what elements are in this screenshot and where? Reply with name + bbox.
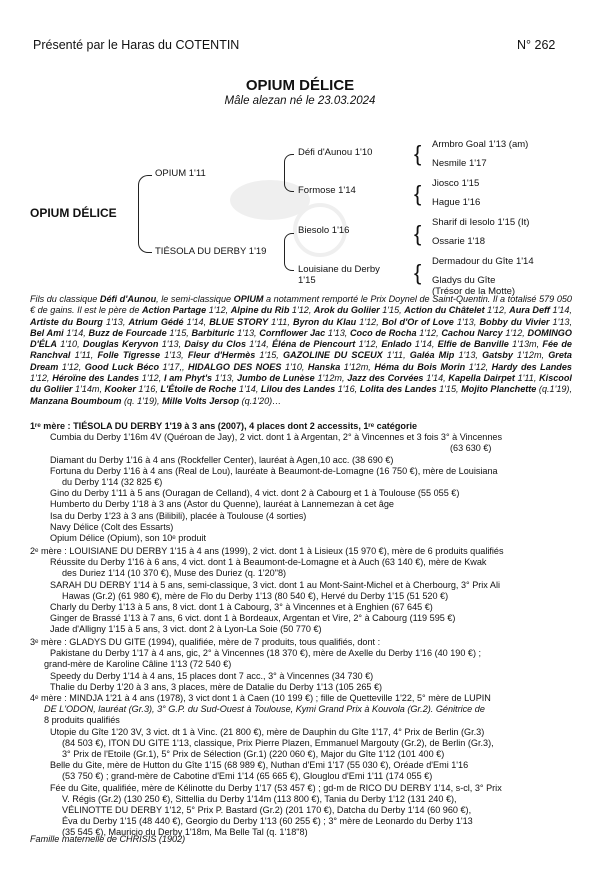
pedigree-main: OPIUM DÉLICE: [30, 206, 117, 220]
produce-line: Diamant du Derby 1'16 à 4 ans (Rockfeller Center), lauréat à Agen,10 acc. (38 690 €): [50, 454, 394, 465]
offspring-name: Buzz de Fourcade: [88, 327, 167, 338]
intro-text: 1'14,: [183, 316, 210, 327]
intro-text: 1'10,: [56, 339, 83, 350]
offspring-name: Héroïne des Landes: [52, 373, 140, 384]
offspring-name: BLUE STORY: [209, 316, 269, 327]
pedigree-dam-sire: Biesolo 1'16: [298, 225, 350, 236]
intro-text: 1'14,: [63, 327, 89, 338]
intro-text: 1'14,: [549, 305, 572, 316]
second-dam-heading: 2ᵉ mère : LOUISIANE DU DERBY 1'15 à 4 ans (1999), 2 vict. dont 1 à Lisieux (15 970 €), mère de 6 produits qualifiés: [30, 546, 504, 556]
offspring-name: I am Phyt's: [163, 373, 213, 384]
produce-line: Fortuna du Derby 1'16 à 4 ans (Real de Lou), lauréate à Beaumont-de-Lomagne (16 750 €), mère de Louisiana: [50, 465, 498, 476]
third-dam-section: [30, 637, 572, 693]
intro-text: 1'12m,: [512, 350, 549, 361]
intro-text: 1'15,: [166, 327, 192, 338]
intro-text: 1'11,: [70, 350, 98, 361]
offspring-name: Greta Dream: [30, 350, 572, 372]
offspring-name: Kooker: [104, 384, 136, 395]
intro-text: 1'12,: [502, 327, 528, 338]
brace-glyph-4: {: [414, 260, 422, 285]
intro-text: 1'14,: [236, 384, 261, 395]
fourth-dam-heading-cont: DE L'ODON, lauréat (Gr.3), 3° G.P. du Sud-Ouest à Toulouse, Kymi Grand Prix à Kouvola (Gr.2). Génitrice de: [44, 704, 485, 715]
intro-text: 1'13,: [158, 339, 185, 350]
intro-text: 1'13,: [212, 373, 237, 384]
pedigree-brace-main: [138, 175, 152, 253]
intro-text: 1'14m,: [72, 384, 105, 395]
offspring-name: Arok du Goliier: [313, 305, 380, 316]
offspring-name: Gatsby: [482, 350, 513, 361]
intro-text: 1'15,: [379, 305, 405, 316]
intro-text: 1'12,: [30, 373, 53, 384]
presenter-header: Présenté par le Haras du COTENTIN: [33, 38, 240, 52]
offspring-name: Enlado: [381, 339, 412, 350]
offspring-name: Lilou des Landes: [260, 384, 336, 395]
intro-text: 1'12,: [465, 361, 492, 372]
fourth-dam-section: [30, 693, 572, 839]
brace-glyph-1: {: [414, 141, 422, 166]
offspring-name: Action du Châtelet: [404, 305, 485, 316]
intro-text: 1'13m,: [508, 339, 543, 350]
offspring-name: DOMINGO D'ÉLA: [30, 327, 572, 350]
intro-text: 1'14,: [246, 339, 272, 350]
intro-text: 1'12,: [58, 361, 85, 372]
offspring-name: Barbituric: [191, 327, 235, 338]
intro-text: 1'13,: [234, 327, 260, 338]
offspring-name: Aura Deff: [509, 305, 550, 316]
produce-line: Fée du Gite, qualifiée, mère de Kélinotte du Derby 1'17 (53 457 €) ; gd-m de RICO DU DERBY 1'14, s-cl, 3° Prix: [50, 782, 502, 793]
offspring-name: Manzana Boumboum: [30, 395, 122, 406]
produce-line-cont: des Duriez 1'14 (10 370 €), Muse des Duriez (q. 1'20"8): [62, 568, 287, 579]
offspring-name: Héma du Bois Morin: [374, 361, 466, 372]
pedigree-dam-dam-1: Louisiane du Derby: [298, 264, 380, 275]
offspring-name: Bel Ami: [30, 327, 64, 338]
second-dam-section: [30, 546, 572, 636]
offspring-name: Action Partage: [141, 305, 207, 316]
sire-description: [30, 294, 572, 407]
maternal-family: Famille maternelle de CHRISIS (1902): [30, 834, 186, 844]
intro-text: 1'12,: [484, 305, 510, 316]
produce-line: Thalie du Derby 1'20 à 3 ans, 3 places, mère de Datalie du Derby 1'13 (105 265 €): [50, 681, 383, 692]
pedigree-dam: TIÉSOLA DU DERBY 1'19: [155, 246, 267, 257]
intro-text: 1'15,: [255, 350, 283, 361]
offspring-name: Alpine du Rib: [230, 305, 290, 316]
offspring-name: Éléna de Piencourt: [271, 339, 356, 350]
offspring-name: OPIUM: [233, 294, 264, 304]
produce-line: Réussite du Derby 1'16 à 6 ans, 4 vict. dont 1 à Beaumont-de-Lomagne et à Auch (63 140 €), mère de Kwak: [50, 557, 487, 568]
produce-line: Pakistane du Derby 1'17 à 4 ans, gic, 2° à Vincennes (18 370 €), mère de Axelle du Derby 1'16 (40 190 €) ;: [50, 648, 482, 659]
offspring-name: Coco de Rocha: [349, 327, 417, 338]
produce-line-cont: (35 545 €), Mauricio du Derby 1'18m, Ma Belle Tal (q. 1'18"8): [62, 827, 308, 838]
produce-line: grand-mère de Karoline Câline 1'13 (72 540 €): [44, 659, 232, 670]
produce-line: Utopie du Gîte 1'20 3V, 3 vict. dt 1 à Vinc. (21 800 €), mère de Dauphin du Gîte 1'17, 4° Prix de Berlin (Gr.3): [50, 726, 485, 737]
offspring-name: Lolita des Landes: [359, 384, 437, 395]
intro-text: 1'12m,: [340, 361, 375, 372]
offspring-name: Folle Tigresse: [97, 350, 161, 361]
intro-text: 1'14,: [411, 339, 438, 350]
intro-text: 1'13,: [549, 316, 572, 327]
offspring-name: Fleur d'Hermès: [187, 350, 256, 361]
intro-text: 1'11,: [268, 316, 293, 327]
offspring-name: Daisy du Clos: [184, 339, 247, 350]
brace-glyph-3: {: [414, 221, 422, 246]
first-dam-section: [30, 421, 572, 544]
pedigree-sire-dam: Formose 1'14: [298, 185, 356, 196]
offspring-name: Fée de Ranchval: [30, 339, 572, 361]
intro-text: Fils du classique: [30, 294, 100, 304]
offspring-name: Jazz des Corvées: [347, 373, 424, 384]
intro-text: 1'11,: [514, 373, 540, 384]
offspring-name: Mille Volts Jersop: [162, 395, 240, 406]
pedigree-dds: Dermadour du Gîte 1'14: [432, 256, 534, 267]
offspring-name: Défi d'Aunou: [99, 294, 157, 304]
offspring-name: Atrium Gédé: [128, 316, 184, 327]
produce-line: Navy Délice (Colt des Essarts): [50, 521, 174, 532]
pedigree-sdd: Hague 1'16: [432, 197, 481, 208]
fourth-dam-heading-cont: 8 produits qualifiés: [44, 715, 120, 726]
offspring-name: Artiste du Bourg: [30, 316, 103, 327]
pedigree-sire-sire: Défi d'Aunou 1'10: [298, 147, 373, 158]
pedigree-dam-dam-2: 1'15: [298, 275, 316, 286]
produce-line: Jade d'Alligny 1'15 à 5 ans, 3 vict. dont 2 à Lyon-La Soie (50 770 €): [50, 624, 322, 635]
pedigree-sire: OPIUM 1'11: [155, 168, 206, 179]
offspring-name: Bobby du Vivier: [479, 316, 550, 327]
produce-line: Charly du Derby 1'13 à 5 ans, 8 vict. dont 1 à Cabourg, 3° à Vincennes et à Enghien (67 645 €): [50, 602, 433, 613]
produce-line: Isa du Derby 1'23 à 3 ans (Bilibili), placée à Toulouse (4 sorties): [50, 510, 307, 521]
offspring-name: GAZOLINE DU SCEUX: [282, 350, 383, 361]
intro-text: 1'13,: [325, 327, 350, 338]
intro-text: 1'12,: [289, 305, 314, 316]
produce-line-cont: 3° Prix de l'Etoile (Gr.1), 5° Prix de Sélection (Gr.1) (220 060 €), Major du Gîte 1'12 (101 400 €): [62, 749, 445, 760]
produce-line: Humberto du Derby 1'18 à 3 ans (Astor du Quenne), lauréat à Lannemezan à cet âge: [50, 499, 394, 510]
produce-line-cont: V. Régis (Gr.2) (130 250 €), Sittellia du Derby 1'14m (113 800 €), Tania du Derby 1'12 (131 240 €),: [62, 793, 457, 804]
intro-text: (q. 1'19),: [121, 395, 163, 406]
intro-text: 1'17,,: [159, 361, 189, 372]
pedigree-sss: Armbro Goal 1'13 (am): [432, 139, 529, 150]
produce-line: SARAH DU DERBY 1'14 à 5 ans, semi-classique, 3 vict. dont 1 au Mont-Saint-Michel et à Cherbourg, 3° Prix Ali: [50, 579, 500, 590]
offspring-name: Jumbo de Lunèse: [236, 373, 315, 384]
offspring-name: Cornflower Jac: [259, 327, 326, 338]
produce-line: Gino du Derby 1'11 à 5 ans (Ouragan de Celland), 4 vict. dont 2 à Cabourg et 1 à Toulouse (55 055 €): [50, 488, 460, 499]
produce-line-cont: Éva du Derby 1'15 (48 440 €), Georgio du Derby 1'13 (60 255 €) ; 3° mère de Leonardo du Derby 1'13: [62, 816, 473, 827]
pedigree-brace-sire: [284, 154, 294, 192]
offspring-name: Bol d'Or of Love: [381, 316, 454, 327]
offspring-name: Elfie de Banville: [437, 339, 509, 350]
produce-line: Cumbia du Derby 1'16m 4V (Quéroan de Jay), 2 vict. dont 1 à Argentan, 2° à Vincennes et 3 fois 3° à Vincennes: [50, 432, 503, 443]
intro-text: 1'13,: [454, 350, 483, 361]
offspring-name: Kapella Dairpet: [448, 373, 515, 384]
produce-line: Speedy du Derby 1'14 à 4 ans, 15 places dont 7 acc., 3° à Vincennes (34 730 €): [50, 670, 374, 681]
produce-line-cont: VÉLINOTTE DU DERBY 1'12, 5° Prix P. Bastard (Gr.2) (201 170 €), Datcha du Derby 1'14 (60 960 €),: [62, 805, 472, 816]
third-dam-heading: 3ᵉ mère : GLADYS DU GITE (1994), qualifiée, mère de 7 produits, tous qualifiés, dont :: [30, 637, 381, 647]
intro-text: 1'13,: [102, 316, 129, 327]
intro-text: 1'12,: [416, 327, 442, 338]
pedigree-sds: Jiosco 1'15: [432, 178, 480, 189]
horse-subtitle: Mâle alezan né le 23.03.2024: [224, 95, 376, 107]
intro-text: 1'13,: [160, 350, 188, 361]
produce-line-cont: (63 630 €): [450, 443, 492, 454]
offspring-name: Byron du Klau: [292, 316, 357, 327]
brace-glyph-2: {: [414, 181, 422, 206]
intro-text: 1'12,: [355, 339, 382, 350]
pedigree-ddd-1: Gladys du Gîte: [432, 275, 496, 286]
intro-text: , le semi-classique: [156, 294, 234, 304]
offspring-name: Galéa Mip: [409, 350, 455, 361]
pedigree-ddd-2: (Trésor de la Motte): [432, 286, 516, 297]
offspring-name: Kiscool du Goliier: [30, 373, 572, 395]
produce-line: Belle du Gite, mère de Hutton du Gîte 1'15 (68 989 €), Nuthan d'Emi 1'17 (55 030 €), Oréade d'Emi 1'16: [50, 760, 469, 771]
intro-text: 1'16,: [335, 384, 360, 395]
fourth-dam-heading: 4ᵉ mère : MINDJA 1'21 à 4 ans (1978), 3 vict dont 1 à Caen (10 199 €) ; fille de Quetteville 1'22, 5° mère de LUPIN: [30, 693, 491, 703]
pedigree-brace-dam: [284, 233, 294, 271]
offspring-name: Good Luck Béco: [84, 361, 160, 372]
intro-text: 1'12,: [206, 305, 231, 316]
intro-text: 1'12m,: [314, 373, 348, 384]
pedigree-ssd: Nesmile 1'17: [432, 158, 487, 169]
offspring-name: Cachou Narcy: [441, 327, 503, 338]
intro-text: 1'11,: [382, 350, 410, 361]
offspring-name: Hardy des Landes: [491, 361, 572, 372]
produce-line-cont: (84 503 €), ITON DU GITE 1'13, classique, Prix Pierre Plazen, Emmanuel Margouty (Gr.2), de Berlin (Gr.3),: [62, 737, 494, 748]
intro-text: 1'14,: [423, 373, 449, 384]
produce-line-cont: du Derby 1'14 (32 825 €): [62, 477, 163, 488]
intro-text: 1'13,: [453, 316, 480, 327]
intro-text: 1'12,: [139, 373, 164, 384]
offspring-name: Mojito Planchette: [461, 384, 537, 395]
produce-line: Ginger de Brassé 1'13 à 7 ans, 6 vict. dont 1 à Bordeaux, Argentan et Vire, 2° à Cabourg (119 595 €): [50, 613, 456, 624]
lot-number: N° 262: [517, 38, 556, 52]
intro-text: (q.1'19),: [536, 384, 572, 395]
intro-text: 1'10,: [281, 361, 308, 372]
pedigree-dss: Sharif di Iesolo 1'15 (It): [432, 217, 530, 228]
intro-text: 1'16,: [135, 384, 161, 395]
produce-line-cont: Hawas (Gr.2) (61 980 €), mère de Flo du Derby 1'13 (80 540 €), Hervé du Derby 1'15 (51 520 €): [62, 590, 449, 601]
intro-text: 1'15,: [436, 384, 462, 395]
produce-line-cont: (53 750 €) ; grand-mère de Cabotine d'Emi 1'14 (65 665 €), Glouglou d'Emi 1'11 (174 055 €): [62, 771, 433, 782]
pedigree-dsd: Ossarie 1'18: [432, 236, 486, 247]
intro-text: 1'12,: [356, 316, 382, 327]
sulky-silhouette-icon: [210, 150, 350, 260]
intro-text: (q.1'20)…: [239, 395, 282, 406]
intro-text: a notamment remporté le Prix Doynel de Saint-Quentin. Il a totalisé 579 050 € de gains. Il est le père de: [30, 294, 572, 316]
offspring-name: Douglas Keryvon: [82, 339, 159, 350]
offspring-name: HIDALGO DES NOES: [188, 361, 282, 372]
horse-name: OPIUM DÉLICE: [245, 77, 355, 94]
offspring-name: L'Étoile de Roche: [160, 384, 237, 395]
offspring-name: Hanska: [307, 361, 341, 372]
first-dam-heading: 1ʳᵉ mère : TIÉSOLA DU DERBY 1'19 à 3 ans (2007), 4 places dont 2 accessits, 1ʳᵉ catégorie: [30, 421, 418, 431]
produce-line: Opium Délice (Opium), son 10ᵉ produit: [50, 533, 207, 544]
